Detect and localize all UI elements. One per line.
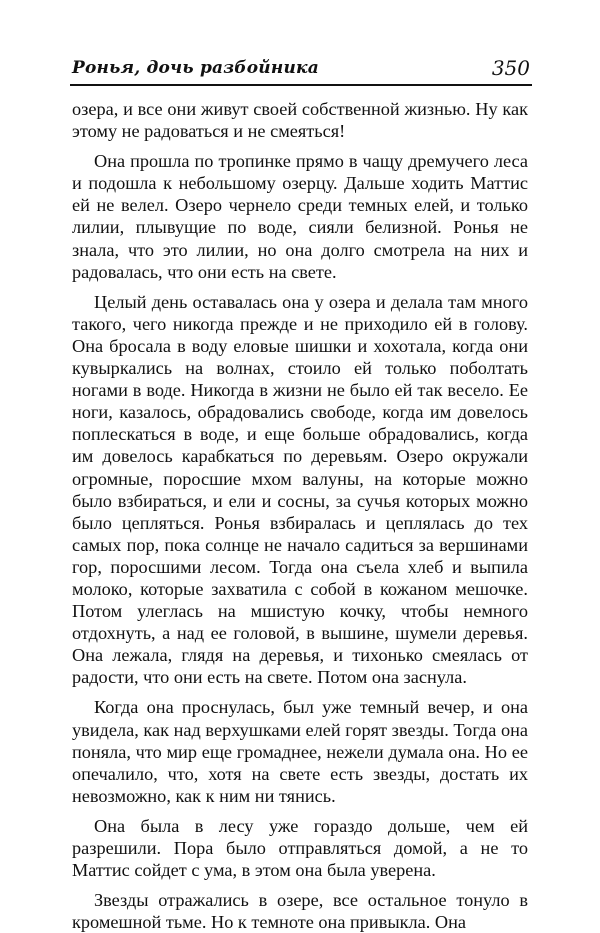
paragraph: Она была в лесу уже гораздо дольше, чем ей разрешили. Пора было отправляться домой, а не то Маттис сойдет с ума, в этом она была уверена. bbox=[72, 815, 528, 881]
running-title: Ронья, дочь разбойника bbox=[72, 58, 319, 78]
paragraph: Она прошла по тропинке прямо в чащу дремучего леса и подошла к небольшому озерцу. Дальше ходить Маттис ей не велел. Озеро чернело среди темных елей, и только лилии, плывущие по воде, сияли белизной. Ронья не знала, что это лилии, но она долго смотрела на них и радовалась, что они есть на свете. bbox=[72, 151, 528, 282]
paragraph: Когда она проснулась, был уже темный вечер, и она увидела, как над верхушками елей горят звезды. Тогда она поняла, что мир еще громаднее, нежели думала она. Но ее опечалило, что, хотя на свете есть звезды, достать их невозможно, как к ним ни тянись. bbox=[72, 697, 528, 806]
body-text bbox=[72, 98, 528, 933]
page-number: 350 bbox=[491, 56, 530, 80]
paragraph: Звезды отражались в озере, все остальное тонуло в кромешной тьме. Но к темноте она привыкла. Она bbox=[72, 890, 528, 933]
paragraph-continued: озера, и все они живут своей собственной жизнью. Ну как этому не радоваться и не смеяться! bbox=[72, 99, 528, 142]
paragraph: Целый день оставалась она у озера и делала там много такого, чего никогда прежде и не приходило ей в голову. Она бросала в воду еловые шишки и хохотала, когда они кувыркались на волнах, стоило ей только поболтать ногами в воде. Никогда в жизни не было ей так весело. Ее ноги, казалось, обрадовались свободе, когда им довелось поплескаться в воде, и еще больше обрадовались, когда им довелось карабкаться по деревьям. Озеро окружали огромные, поросшие мхом валуны, на которые можно было взбираться, и ели и сосны, за сучья которых можно было цепляться. Ронья взбиралась и цеплялась до тех самых пор, пока солнце не начало садиться за вершинами гор, поросшими лесом. Тогда она съела хлеб и выпила молоко, которые захватила с собой в кожаном мешочке. Потом улеглась на мшистую кочку, чтобы немного отдохнуть, а над ее головой, в вышине, шумели деревья. Она лежала, глядя на деревья, и тихонько смеялась от радости, что они есть на свете. Потом она заснула. bbox=[72, 291, 528, 688]
running-header bbox=[70, 56, 532, 86]
header-rule bbox=[70, 84, 532, 86]
